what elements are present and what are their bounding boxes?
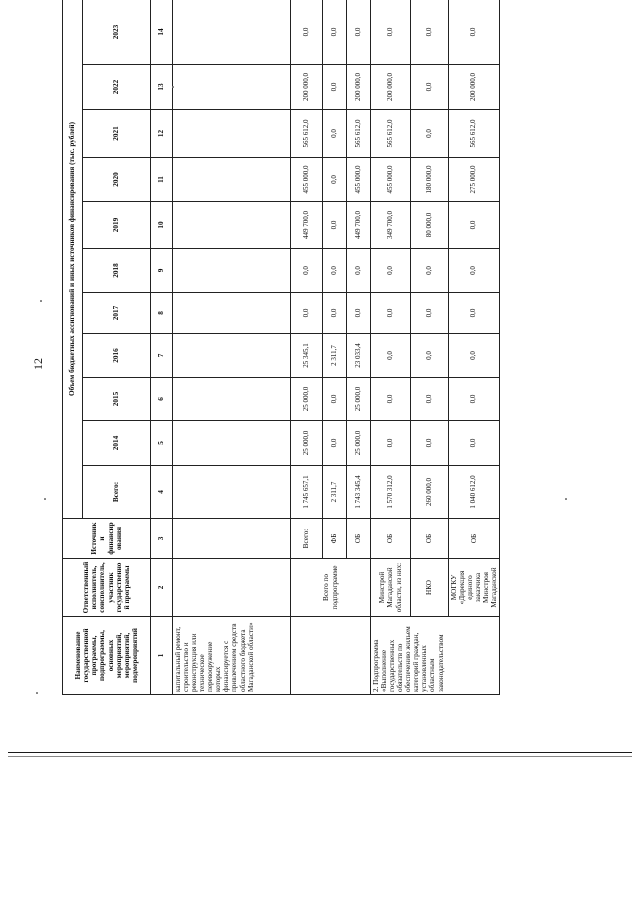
header-row-1: [63, 0, 83, 695]
value-cell: 200 000,0: [291, 65, 323, 110]
value-cell: 1 570 312,0: [371, 466, 411, 519]
column-index: 8: [151, 293, 173, 334]
value-cell: 2 311,7: [323, 334, 347, 378]
value-cell: 200 000,0: [371, 65, 411, 110]
value-cell: 455 000,0: [371, 158, 411, 202]
source-cell: ОБ: [411, 519, 449, 559]
column-index: 5: [151, 421, 173, 466]
header-name: Наименование государственной программы, подпрограммы, основных мероприятий, мероприятий, подмероприятий: [63, 617, 151, 695]
value-cell: 1 040 612,0: [449, 466, 500, 519]
value-cell: 0,0: [323, 202, 347, 249]
value-cell: 0,0: [449, 249, 500, 293]
value-cell: 180 000,0: [411, 158, 449, 202]
value-cell: 25 345,1: [291, 334, 323, 378]
header-year: 2015: [83, 378, 151, 421]
value-cell: 260 000,0: [411, 466, 449, 519]
header-responsible: Ответственный исполнитель, соисполнитель, участник государственной программы: [63, 559, 151, 617]
column-index: 7: [151, 334, 173, 378]
value-cell: 0,0: [371, 0, 411, 65]
source-cell: ФБ: [323, 519, 347, 559]
source-cell: Всего:: [291, 519, 323, 559]
value-cell: 0,0: [411, 421, 449, 466]
empty-cell: [173, 466, 291, 519]
value-cell: 0,0: [347, 293, 371, 334]
empty-cell: [173, 65, 291, 110]
column-index: 2: [151, 559, 173, 617]
value-cell: 25 000,0: [291, 378, 323, 421]
subprogram-name: 2. Подпрограмма «Выполнение государственных обязательств по обеспечению жильем категорий граждан, установленных областным законодательством: [371, 617, 500, 695]
empty-cell: [173, 334, 291, 378]
value-cell: 0,0: [323, 65, 347, 110]
value-cell: 565 612,0: [371, 110, 411, 158]
value-cell: 0,0: [411, 378, 449, 421]
table-row: [291, 0, 323, 695]
column-index: 11: [151, 158, 173, 202]
header-year: 2018: [83, 249, 151, 293]
header-year: 2019: [83, 202, 151, 249]
empty-cell: [173, 110, 291, 158]
value-cell: 0,0: [323, 249, 347, 293]
value-cell: 0,0: [323, 0, 347, 65]
column-index: 1: [151, 617, 173, 695]
column-index: 14: [151, 0, 173, 65]
value-cell: 0,0: [347, 249, 371, 293]
value-cell: 200 000,0: [347, 65, 371, 110]
value-cell: 1 745 657,1: [291, 466, 323, 519]
value-cell: 0,0: [449, 421, 500, 466]
value-cell: 0,0: [449, 293, 500, 334]
header-year: 2021: [83, 110, 151, 158]
value-cell: 0,0: [449, 202, 500, 249]
value-cell: 455 000,0: [291, 158, 323, 202]
empty-cell: [291, 617, 371, 695]
value-cell: 0,0: [411, 249, 449, 293]
rotated-document: [62, 0, 499, 695]
source-cell: ОБ: [371, 519, 411, 559]
header-year: 2016: [83, 334, 151, 378]
empty-cell: [173, 0, 291, 65]
value-cell: 0,0: [323, 110, 347, 158]
header-total: Всего:: [83, 466, 151, 519]
value-cell: 0,0: [323, 293, 347, 334]
value-cell: 0,0: [291, 293, 323, 334]
empty-cell: [173, 293, 291, 334]
value-cell: 2 311,7: [323, 466, 347, 519]
value-cell: 0,0: [411, 110, 449, 158]
value-cell: 0,0: [371, 378, 411, 421]
page-number: 12: [31, 358, 45, 370]
value-cell: 565 612,0: [347, 110, 371, 158]
subprogram-total-label: Всего по подпрограмме: [291, 559, 371, 617]
empty-cell: [173, 378, 291, 421]
header-year: 2023: [83, 0, 151, 65]
header-year: 2022: [83, 65, 151, 110]
value-cell: 0,0: [449, 378, 500, 421]
scan-speck: [44, 498, 46, 500]
value-cell: 0,0: [347, 0, 371, 65]
scan-speck: [172, 86, 174, 88]
header-group-title: Объем бюджетных ассигнований и иных источников финансирования (тыс. рублей): [63, 0, 83, 519]
value-cell: 23 033,4: [347, 334, 371, 378]
empty-cell: [173, 559, 291, 617]
scan-speck: [565, 498, 567, 500]
scan-speck: [40, 300, 42, 302]
empty-cell: [173, 421, 291, 466]
scan-edge-line: [8, 752, 632, 753]
value-cell: 565 612,0: [291, 110, 323, 158]
value-cell: 0,0: [323, 158, 347, 202]
index-row: [151, 0, 173, 695]
scan-speck: [36, 692, 38, 694]
responsible-cell: Минстрой Магаданской области, из них:: [371, 559, 411, 617]
value-cell: 565 612,0: [449, 110, 500, 158]
column-index: 12: [151, 110, 173, 158]
value-cell: 455 000,0: [347, 158, 371, 202]
value-cell: 0,0: [371, 293, 411, 334]
value-cell: 349 700,0: [371, 202, 411, 249]
table-row: [371, 0, 411, 695]
value-cell: 449 700,0: [291, 202, 323, 249]
empty-cell: [173, 202, 291, 249]
value-cell: 0,0: [291, 0, 323, 65]
value-cell: 0,0: [411, 0, 449, 65]
empty-cell: [173, 249, 291, 293]
column-index: 9: [151, 249, 173, 293]
value-cell: 0,0: [371, 421, 411, 466]
value-cell: 449 700,0: [347, 202, 371, 249]
value-cell: 0,0: [411, 293, 449, 334]
value-cell: 0,0: [449, 0, 500, 65]
continuation-row: [173, 0, 291, 695]
header-year: 2014: [83, 421, 151, 466]
header-year: 2017: [83, 293, 151, 334]
budget-table: [62, 0, 500, 695]
header-sources: Источники финансирования: [63, 519, 151, 559]
value-cell: 275 000,0: [449, 158, 500, 202]
column-index: 10: [151, 202, 173, 249]
value-cell: 0,0: [411, 334, 449, 378]
table-row: [411, 0, 449, 695]
value-cell: 0,0: [449, 334, 500, 378]
column-index: 6: [151, 378, 173, 421]
column-index: 13: [151, 65, 173, 110]
value-cell: 25 000,0: [347, 421, 371, 466]
source-cell: ОБ: [347, 519, 371, 559]
value-cell: 0,0: [323, 378, 347, 421]
value-cell: 0,0: [291, 249, 323, 293]
table-row: [449, 0, 500, 695]
value-cell: 25 000,0: [291, 421, 323, 466]
source-cell: ОБ: [449, 519, 500, 559]
header-year: 2020: [83, 158, 151, 202]
responsible-cell: НКО: [411, 559, 449, 617]
empty-cell: [173, 519, 291, 559]
value-cell: 80 000,0: [411, 202, 449, 249]
continuation-text: капитальный ремонт, строительство и реконструкция или техническое перевооружение которых финансируется с привлечением средств областного бюджета Магаданской области»: [173, 617, 291, 695]
value-cell: 0,0: [411, 65, 449, 110]
value-cell: 0,0: [371, 249, 411, 293]
value-cell: 0,0: [371, 334, 411, 378]
responsible-cell: МОГКУ «Дирекция единого заказчика Минстроя Магаданской: [449, 559, 500, 617]
column-index: 4: [151, 466, 173, 519]
empty-cell: [173, 158, 291, 202]
value-cell: 25 000,0: [347, 378, 371, 421]
column-index: 3: [151, 519, 173, 559]
value-cell: 1 743 345,4: [347, 466, 371, 519]
scan-edge-line-thin: [8, 756, 632, 757]
value-cell: 200 000,0: [449, 65, 500, 110]
value-cell: 0,0: [323, 421, 347, 466]
